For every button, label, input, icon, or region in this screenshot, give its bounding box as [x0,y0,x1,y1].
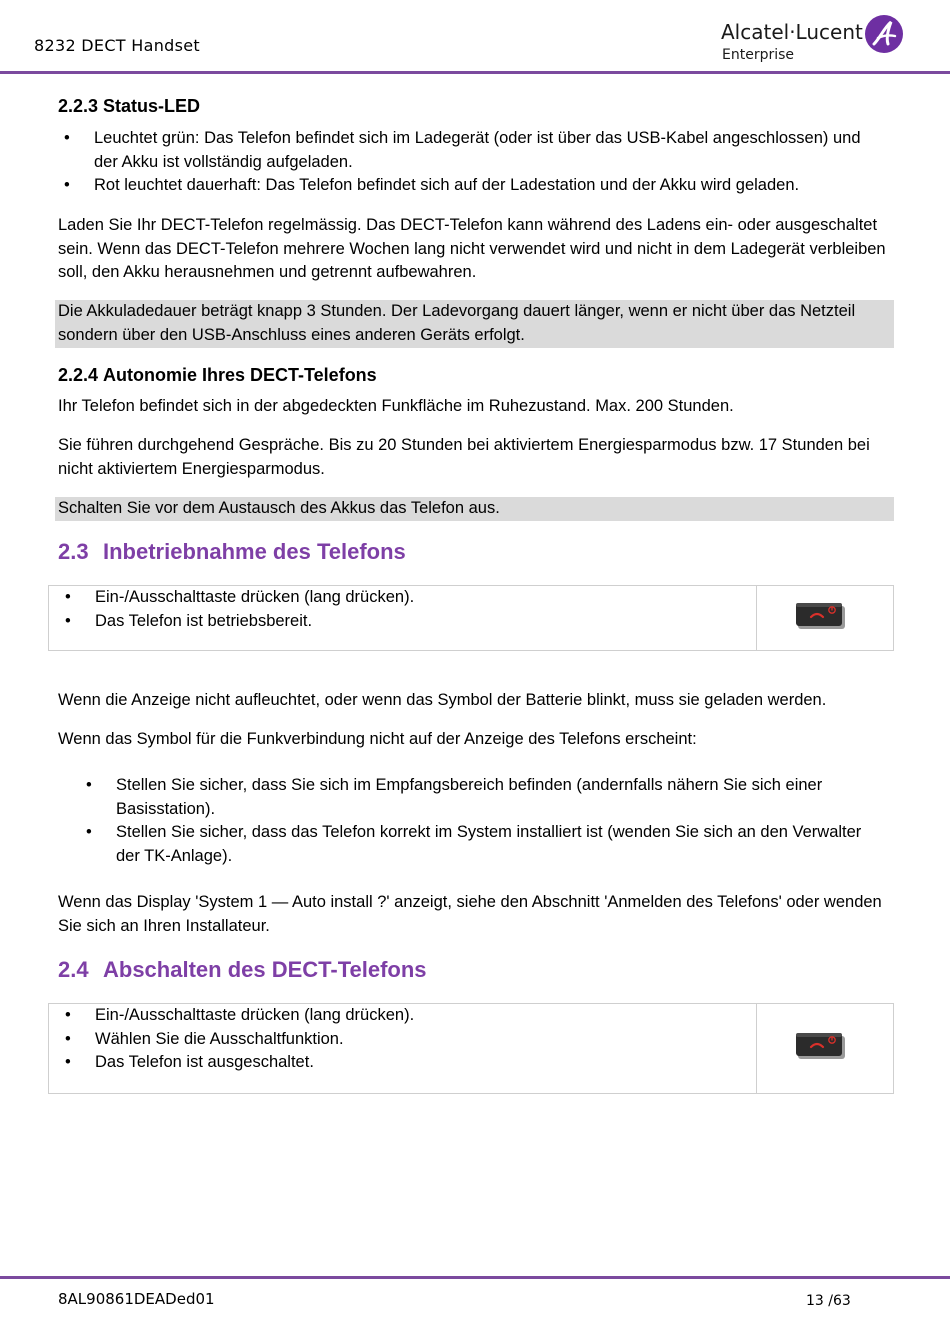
company-logo [721,14,911,66]
talk-time-paragraph: Sie führen durchgehend Gespräche. Bis zu 20 Stunden bei aktiviertem Energiesparmodus bzw. 17 Stunden bei nicht aktiviertem Energiesparmodus. [58,436,870,478]
end-call-power-key-icon [795,1031,847,1061]
section-number: 2.4 [58,957,89,982]
list-item: • Ein-/Ausschalttaste drücken (lang drücken). [59,1004,749,1028]
list-item: • Rot leuchtet dauerhaft: Das Telefon befindet sich auf der Ladestation und der Akku wird geladen. [58,174,888,198]
section-title: Autonomie Ihres DECT-Telefons [103,365,377,385]
list-item: • Das Telefon ist ausgeschaltet. [59,1051,749,1075]
display-paragraph: Wenn die Anzeige nicht aufleuchtet, oder wenn das Symbol der Batterie blinkt, muss sie geladen werden. [58,691,827,709]
section-number: 2.2.3 [58,96,99,116]
document-code: 8AL90861DEADed01 [58,1290,215,1308]
key-image-cell [756,1004,893,1093]
key-image-cell [756,586,893,650]
list-item: • Stellen Sie sicher, dass Sie sich im Empfangsbereich befinden (andernfalls nähern Sie sich einer Basisstation). [80,774,880,821]
list-item: • Leuchtet grün: Das Telefon befindet sich im Ladegerät (oder ist über das USB-Kabel angeschlossen) und der Akku ist vollständig aufgeladen. [58,127,888,174]
status-led-list [58,127,888,198]
section-title: Abschalten des DECT-Telefons [103,957,427,982]
header-title: 8232 DECT Handset [34,36,200,55]
section-title: Status-LED [103,96,201,116]
startup-steps [59,586,749,633]
footer-rule [0,1276,950,1279]
header-rule [0,71,950,74]
alcatel-lucent-logo-icon [864,14,904,54]
charging-note: Die Akkuladedauer beträgt knapp 3 Stunden. Der Ladevorgang dauert länger, wenn er nicht über das Netzteil sondern über den USB-Anschluss eines anderen Geräts erfolgt. [55,300,894,348]
radio-link-paragraph: Wenn das Symbol für die Funkverbindung nicht auf der Anzeige des Telefons erscheint: [58,730,697,748]
list-item: • Ein-/Ausschalttaste drücken (lang drücken). [59,586,749,610]
section-number: 2.2.4 [58,365,99,385]
radio-link-list [80,774,880,868]
charging-paragraph: Laden Sie Ihr DECT-Telefon regelmässig. Das DECT-Telefon kann während des Ladens ein- oder ausgeschaltet sein. Wenn das DECT-Telefon mehrere Wochen lang nicht verwendet wird und nicht in dem Ladegerät verbleiben soll, den Akku herausnehmen und getrennt aufbewahren. [58,216,886,281]
list-item: • Stellen Sie sicher, dass das Telefon korrekt im System installiert ist (wenden Sie sich an den Verwalter der TK-Anlage). [80,821,880,868]
section-heading-24 [58,957,427,983]
section-heading-223 [58,96,200,117]
shutdown-table [48,1003,894,1094]
shutdown-steps [59,1004,749,1075]
list-item: • Wählen Sie die Ausschaltfunktion. [59,1028,749,1052]
page-number: 13 /63 [806,1293,851,1309]
auto-install-paragraph: Wenn das Display 'System 1 — Auto install ?' anzeigt, siehe den Abschnitt 'Anmelden des Telefons' oder wenden Sie sich an Ihren Installateur. [58,893,882,935]
logo-brand-text: Alcatel·Lucent [721,20,863,44]
end-call-power-key-icon [795,601,847,631]
list-item: • Das Telefon ist betriebsbereit. [59,610,749,634]
battery-swap-note: Schalten Sie vor dem Austausch des Akkus das Telefon aus. [55,497,894,521]
section-title: Inbetriebnahme des Telefons [103,539,406,564]
startup-table [48,585,894,651]
section-number: 2.3 [58,539,89,564]
standby-paragraph: Ihr Telefon befindet sich in der abgedeckten Funkfläche im Ruhezustand. Max. 200 Stunden. [58,397,734,415]
logo-sub-text: Enterprise [722,47,795,63]
section-heading-224 [58,365,377,386]
section-heading-23 [58,539,406,565]
